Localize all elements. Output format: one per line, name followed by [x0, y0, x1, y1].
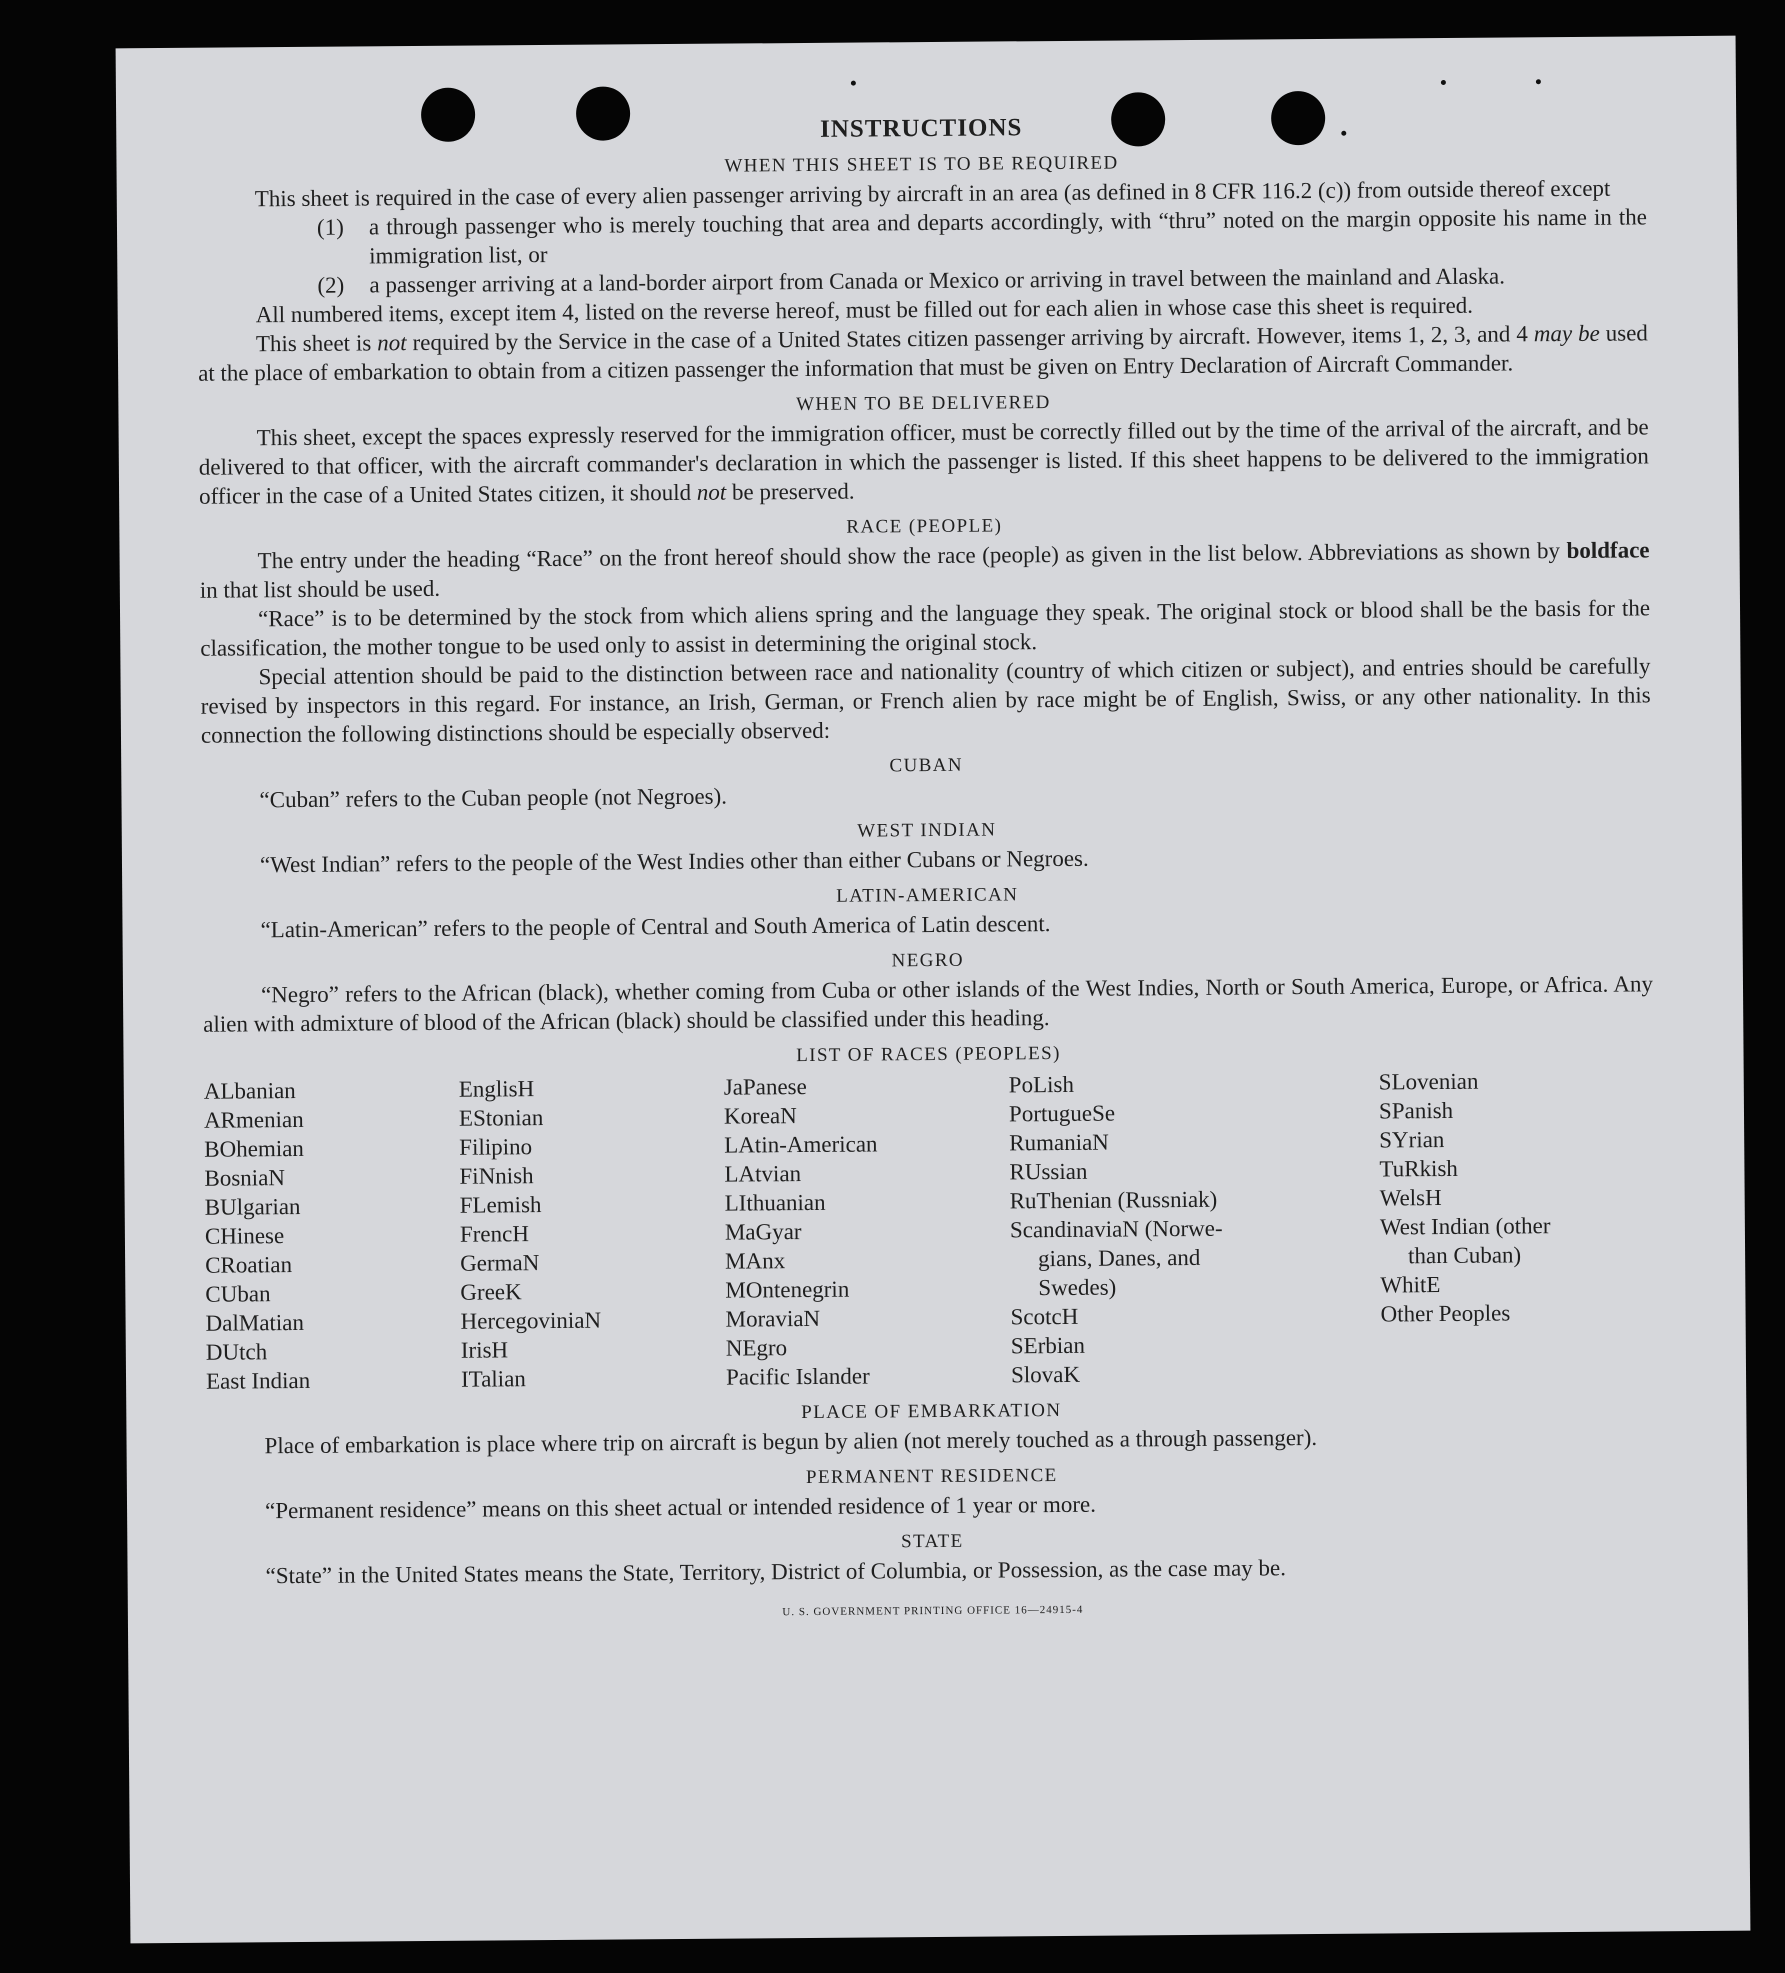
paragraph: Special attention should be paid to the distinction between race and nationality (country of which citizen or subject), and entries should be carefully revised by inspectors in this regard. For instance, an Irish, German, or French alien by race might be of English, Swiss, or any other nationality. In this connection the following distinctions should be especially observed: — [200, 653, 1651, 748]
page-title: INSTRUCTIONS — [819, 114, 1023, 143]
text-run: This sheet is — [255, 330, 378, 357]
item-number: (1) — [316, 214, 344, 240]
race-entry: EnglisH — [458, 1076, 535, 1102]
race-entry: GermaN — [460, 1250, 540, 1276]
race-entry: TuRkish — [1379, 1155, 1458, 1182]
race-entry: East Indian — [205, 1367, 311, 1394]
race-column-1 — [204, 1075, 461, 1396]
race-entry: GreeK — [460, 1279, 522, 1305]
text-run: This sheet, except the spaces expressly reserved for the immigration officer, must be correctly filled out by the time of the arrival of the aircraft, and be delivered to that officer, with the aircraft commander's declaration in which the passenger is listed. If this sheet happens to be delivered to the immigration officer in the case of a United States citizen, it should — [198, 414, 1649, 509]
race-column-4 — [1009, 1068, 1381, 1390]
race-entry: RUssian — [1009, 1158, 1088, 1185]
section-heading: RACE (PEOPLE) — [846, 515, 1003, 538]
race-entry: MaGyar — [724, 1219, 802, 1245]
item-number: (2) — [317, 272, 345, 298]
race-entry: Filipino — [459, 1134, 533, 1160]
race-entry: JaPanese — [723, 1073, 807, 1100]
race-entry: ITalian — [460, 1366, 526, 1392]
race-entry: NEgro — [725, 1335, 788, 1361]
text-run: in that list should be used. — [199, 575, 441, 603]
race-entry: FLemish — [459, 1192, 542, 1218]
text-run: be preserved. — [726, 478, 855, 505]
section-heading: PERMANENT RESIDENCE — [805, 1465, 1058, 1489]
race-entry: SYrian — [1379, 1126, 1445, 1153]
race-entry: FrencH — [459, 1221, 529, 1247]
printer-imprint: U. S. GOVERNMENT PRINTING OFFICE 16—24915-4 — [782, 1603, 1084, 1619]
section-heading: NEGRO — [891, 949, 965, 972]
race-entry: ScotcH — [1010, 1303, 1079, 1330]
italic-text: may be — [1533, 320, 1600, 347]
paragraph — [198, 318, 1648, 387]
speck — [1441, 80, 1446, 85]
race-entry: RuThenian (Russniak) — [1009, 1186, 1218, 1214]
section-heading: WEST INDIAN — [857, 819, 997, 842]
text-run: used at the place of embarkation to obtain from a citizen passenger the information that must be given on Entry Declaration of Aircraft Commander. — [198, 320, 1648, 386]
race-entry: BosniaN — [204, 1165, 286, 1191]
race-entry: DalMatian — [205, 1309, 305, 1336]
paragraph: “Latin-American” refers to the people of Central and South America of Latin descent. — [260, 911, 1051, 943]
race-entry: LAtvian — [724, 1161, 802, 1187]
section-heading: WHEN THIS SHEET IS TO BE REQUIRED — [724, 152, 1119, 177]
race-entry: RumaniaN — [1009, 1129, 1109, 1156]
race-entry: HercegoviniaN — [460, 1307, 602, 1334]
instructions-text — [196, 108, 1658, 1631]
item-text: a through passenger who is merely touching that area and departs accordingly, with “thru” noted on the margin opposite his name in the immigration list, or — [368, 204, 1648, 269]
race-entry: IrisH — [460, 1337, 509, 1363]
speck — [851, 81, 856, 86]
section-heading: PLACE OF EMBARKATION — [801, 1400, 1062, 1424]
paragraph: This sheet is required in the case of every alien passenger arriving by aircraft in an area (as defined in 8 CFR 116.2 (c)) from outside thereof except — [254, 175, 1611, 212]
race-entry: BOhemian — [204, 1135, 304, 1162]
section-heading: WHEN TO BE DELIVERED — [795, 392, 1051, 416]
paragraph: Place of embarkation is place where trip on aircraft is begun by alien (not merely touched as a through passenger). — [264, 1424, 1318, 1459]
race-column-2 — [459, 1073, 726, 1394]
race-entry: WelsH — [1379, 1185, 1442, 1211]
race-entry: LIthuanian — [724, 1189, 826, 1216]
race-entry: SLovenian — [1378, 1068, 1479, 1095]
list-item — [317, 202, 1647, 270]
race-entry: MOntenegrin — [725, 1276, 850, 1303]
paragraph: “Cuban” refers to the Cuban people (not Negroes). — [259, 783, 728, 813]
paragraph: “State” in the United States means the State, Territory, District of Columbia, or Possession, as the case may be. — [265, 1555, 1287, 1589]
race-entry: Swedes) — [1038, 1274, 1117, 1301]
paragraph: “Permanent residence” means on this sheet actual or intended residence of 1 year or more. — [264, 1491, 1097, 1524]
section-heading: LIST OF RACES (PEOPLES) — [796, 1042, 1061, 1067]
item-text: a passenger arriving at a land-border airport from Canada or Mexico or arriving in travel between the mainland and Alaska. — [369, 263, 1506, 298]
race-entry: CHinese — [204, 1223, 285, 1249]
race-column-5 — [1379, 1065, 1636, 1386]
race-entry: FiNnish — [459, 1163, 534, 1189]
race-column-3 — [724, 1070, 1011, 1391]
race-entry: PoLish — [1008, 1071, 1075, 1098]
race-entry: DUtch — [205, 1339, 268, 1365]
paragraph: “Negro” refers to the African (black), whether coming from Cuba or other islands of the West Indies, North or South America, Europe, or Africa. Any alien with admixture of blood of the African (black) should be classified under this heading. — [203, 971, 1654, 1037]
bold-text: boldface — [1566, 537, 1650, 564]
race-entry: Pacific Islander — [725, 1363, 870, 1390]
paragraph: “Race” is to be determined by the stock from which aliens spring and the language they speak. The original stock or blood shall be the basis for the classification, the mother tongue to be used only to assist in determining the original stock. — [200, 595, 1651, 661]
race-entry: CRoatian — [205, 1252, 293, 1278]
race-entry: EStonian — [458, 1105, 544, 1131]
race-entry: ScandinaviaN (Norwe- — [1009, 1215, 1223, 1243]
race-entry: ALbanian — [203, 1078, 296, 1104]
document-page — [116, 36, 1751, 1944]
race-entry: KoreaN — [723, 1103, 797, 1129]
race-entry: WhitE — [1380, 1272, 1441, 1298]
speck — [1536, 79, 1541, 84]
race-entry: PortugueSe — [1008, 1100, 1116, 1127]
race-entry: than Cuban) — [1408, 1242, 1522, 1269]
paragraph: “West Indian” refers to the people of the West Indies other than either Cubans or Negroes. — [259, 845, 1089, 878]
italic-text: not — [377, 330, 407, 356]
race-entry: MAnx — [725, 1248, 786, 1274]
paragraph — [199, 412, 1650, 510]
paragraph: All numbered items, except item 4, listed on the reverse hereof, must be filled out for each alien in whose case this sheet is required. — [255, 292, 1474, 328]
section-heading: LATIN-AMERICAN — [836, 884, 1019, 907]
race-entry: LAtin-American — [724, 1131, 878, 1158]
race-entry: Other Peoples — [1380, 1300, 1511, 1327]
race-list — [204, 1065, 1656, 1395]
race-entry: SlovaK — [1010, 1361, 1081, 1388]
race-entry: SErbian — [1010, 1332, 1086, 1359]
race-entry: gians, Danes, and — [1038, 1244, 1201, 1272]
race-entry: BUlgarian — [204, 1193, 301, 1220]
text-run: required by the Service in the case of a United States citizen passenger arriving by aircraft. However, items 1, 2, 3, and 4 — [406, 321, 1534, 356]
race-entry: MoraviaN — [725, 1305, 821, 1332]
race-entry: ARmenian — [203, 1106, 304, 1133]
race-entry: SPanish — [1378, 1097, 1454, 1124]
race-entry: CUban — [205, 1281, 271, 1307]
section-heading: CUBAN — [889, 754, 964, 777]
race-entry: West Indian (other — [1379, 1213, 1551, 1240]
section-heading: STATE — [901, 1530, 964, 1553]
italic-text: not — [696, 479, 727, 505]
text-run: The entry under the heading “Race” on the front hereof should show the race (people) as given in the list below. Abbreviations as shown by — [257, 538, 1567, 574]
